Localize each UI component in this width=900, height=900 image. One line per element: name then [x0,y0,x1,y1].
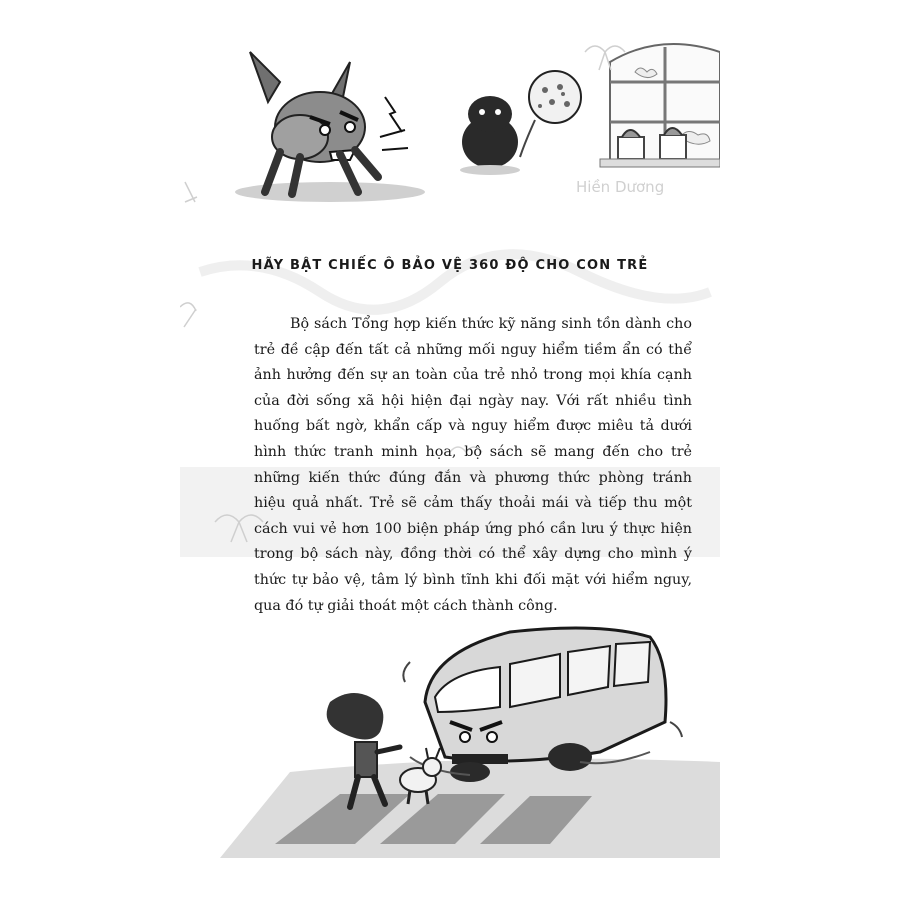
bottom-illustration [180,582,720,858]
faint-label: Hiền Dương [576,178,665,196]
bus-illustration [403,628,682,782]
body-paragraph: Bộ sách Tổng hợp kiến thức kỹ năng sinh tồn dành cho trẻ đề cập đến tất cả những mối nguy hiểm tiềm ẩn có thể ảnh hưởng đến sự an toàn của trẻ nhỏ trong mọi khía cạnh của đời sống xã hội hiện đại ngày nay. Với rất nhiều tình huống bất ngờ, khẩn cấp và nguy hiểm được miêu tả dưới hình thức tranh minh họa, bộ sách sẽ mang đến cho trẻ những kiến thức đúng đắn và phương thức phòng tránh hiệu quả nhất. Trẻ sẽ cảm thấy thoải mái và tiếp thu một cách vui vẻ hơn 100 biện pháp ứng phó cần lưu ý thực hiện trong bộ sách này, đồng thời có thể xây dựng cho mình ý thức tự bảo vệ, tâm lý bình tĩnh khi đối mặt với hiểm nguy, qua đó tự giải thoát một cách thành công. [254,316,692,614]
window-illustration [600,44,720,167]
book-page [180,42,720,858]
hamster-illustration [460,71,581,175]
wolf-illustration [250,52,408,194]
section-heading: HÃY BẬT CHIẾC Ô BẢO VỆ 360 ĐỘ CHO CON TRẺ [251,258,649,273]
